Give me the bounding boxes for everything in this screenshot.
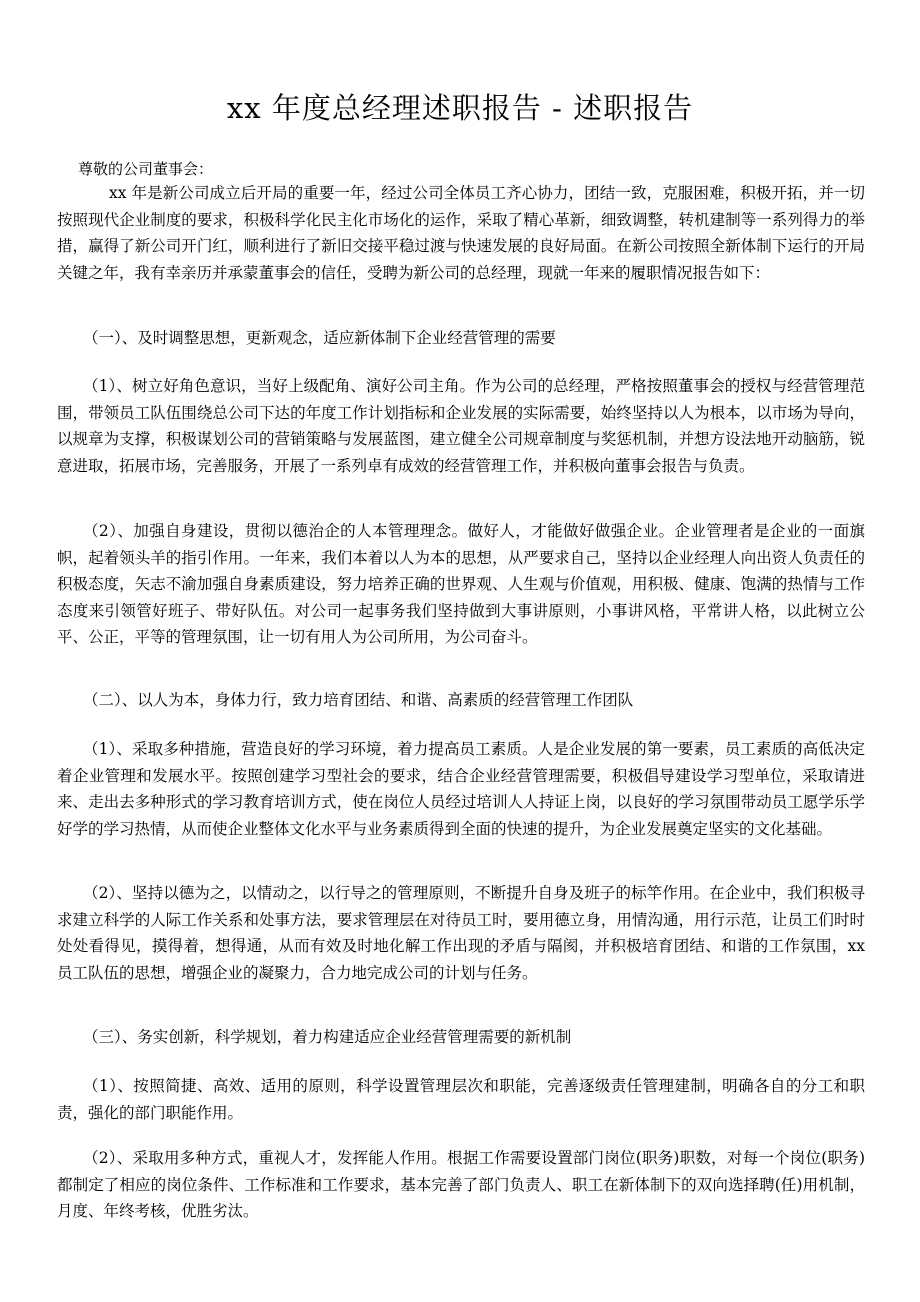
section-1-paragraph-1: （1）、树立好角色意识，当好上级配角、演好公司主角。作为公司的总经理，严格按照董事会的授权与经营管理范围，带领员工队伍围绕总公司下达的年度工作计划指标和企业发展的实际需要，始终坚持以人为根本，以市场为导向，以规章为支撑，积极谋划公司的营销策略与发展蓝图，建立健全公司规章制度与奖惩机制，并想方设法地开动脑筋，锐意进取，拓展市场，完善服务，开展了一系列卓有成效的经营管理工作，并积极向董事会报告与负责。 xyxy=(57,377,865,475)
section-1-heading: （一）、及时调整思想，更新观念，适应新体制下企业经营管理的需要 xyxy=(83,329,556,347)
section-2-heading: （二）、以人为本，身体力行，致力培育团结、和谐、高素质的经营管理工作团队 xyxy=(83,691,634,709)
document-title: xx 年度总经理述职报告 - 述职报告 xyxy=(226,91,694,125)
section-2-paragraph-2: （2）、坚持以德为之，以情动之，以行导之的管理原则，不断提升自身及班子的标竿作用。在企业中，我们积极寻求建立科学的人际工作关系和处事方法，要求管理层在对待员工时，要用德立身，用情沟通，用行示范，让员工们时时处处看得见，摸得着，想得通，从而有效及时地化解工作出现的矛盾与隔阂，并积极培育团结、和谐的工作氛围，xx 员工队伍的思想，增强企业的凝聚力，合力地完成公司的计划与任务。 xyxy=(57,884,865,982)
section-3-heading: （三）、务实创新，科学规划，着力构建适应企业经营管理需要的新机制 xyxy=(83,1028,572,1046)
section-2-paragraph-1: （1）、采取多种措施，营造良好的学习环境，着力提高员工素质。人是企业发展的第一要素，员工素质的高低决定着企业管理和发展水平。按照创建学习型社会的要求，结合企业经营管理需要，积极倡导建设学习型单位，采取请进来、走出去多种形式的学习教育培训方式，使在岗位人员经过培训人人持证上岗，以良好的学习氛围带动员工愿学乐学好学的学习热情，从而使企业整体文化水平与业务素质得到全面的快速的提升，为企业发展奠定坚实的文化基础。 xyxy=(57,740,865,838)
intro-paragraph: xx 年是新公司成立后开局的重要一年，经过公司全体员工齐心协力，团结一致，克服困难，积极开拓，并一切按照现代企业制度的要求，积极科学化民主化市场化的运作，采取了精心革新，细致调整，转机建制等一系列得力的举措，赢得了新公司开门红，顺利进行了新旧交接平稳过渡与快速发展的良好局面。在新公司按照全新体制下运行的开局关键之年，我有幸亲历并承蒙董事会的信任，受聘为新公司的总经理，现就一年来的履职情况报告如下： xyxy=(57,184,865,282)
section-1-paragraph-2: （2）、加强自身建设，贯彻以德治企的人本管理理念。做好人，才能做好做强企业。企业管理者是企业的一面旗帜，起着领头羊的指引作用。一年来，我们本着以人为本的思想，从严要求自己，坚持以企业经理人向出资人负责任的积极态度，矢志不渝加强自身素质建设，努力培养正确的世界观、人生观与价值观，用积极、健康、饱满的热情与工作态度来引领管好班子、带好队伍。对公司一起事务我们坚持做到大事讲原则，小事讲风格，平常讲人格，以此树立公平、公正，平等的管理氛围，让一切有用人为公司所用，为公司奋斗。 xyxy=(57,522,865,646)
section-3-paragraph-1: （1）、按照简捷、高效、适用的原则，科学设置管理层次和职能，完善逐级责任管理建制，明确各自的分工和职责，强化的部门职能作用。 xyxy=(57,1077,865,1122)
section-3-paragraph-2: （2）、采取用多种方式，重视人才，发挥能人作用。根据工作需要设置部门岗位(职务)职数，对每一个岗位(职务)都制定了相应的岗位条件、工作标准和工作要求，基本完善了部门负责人、职工在新体制下的双向选择聘(任)用机制，月度、年终考核，优胜劣汰。 xyxy=(57,1149,865,1220)
salutation: 尊敬的公司董事会： xyxy=(78,160,214,178)
